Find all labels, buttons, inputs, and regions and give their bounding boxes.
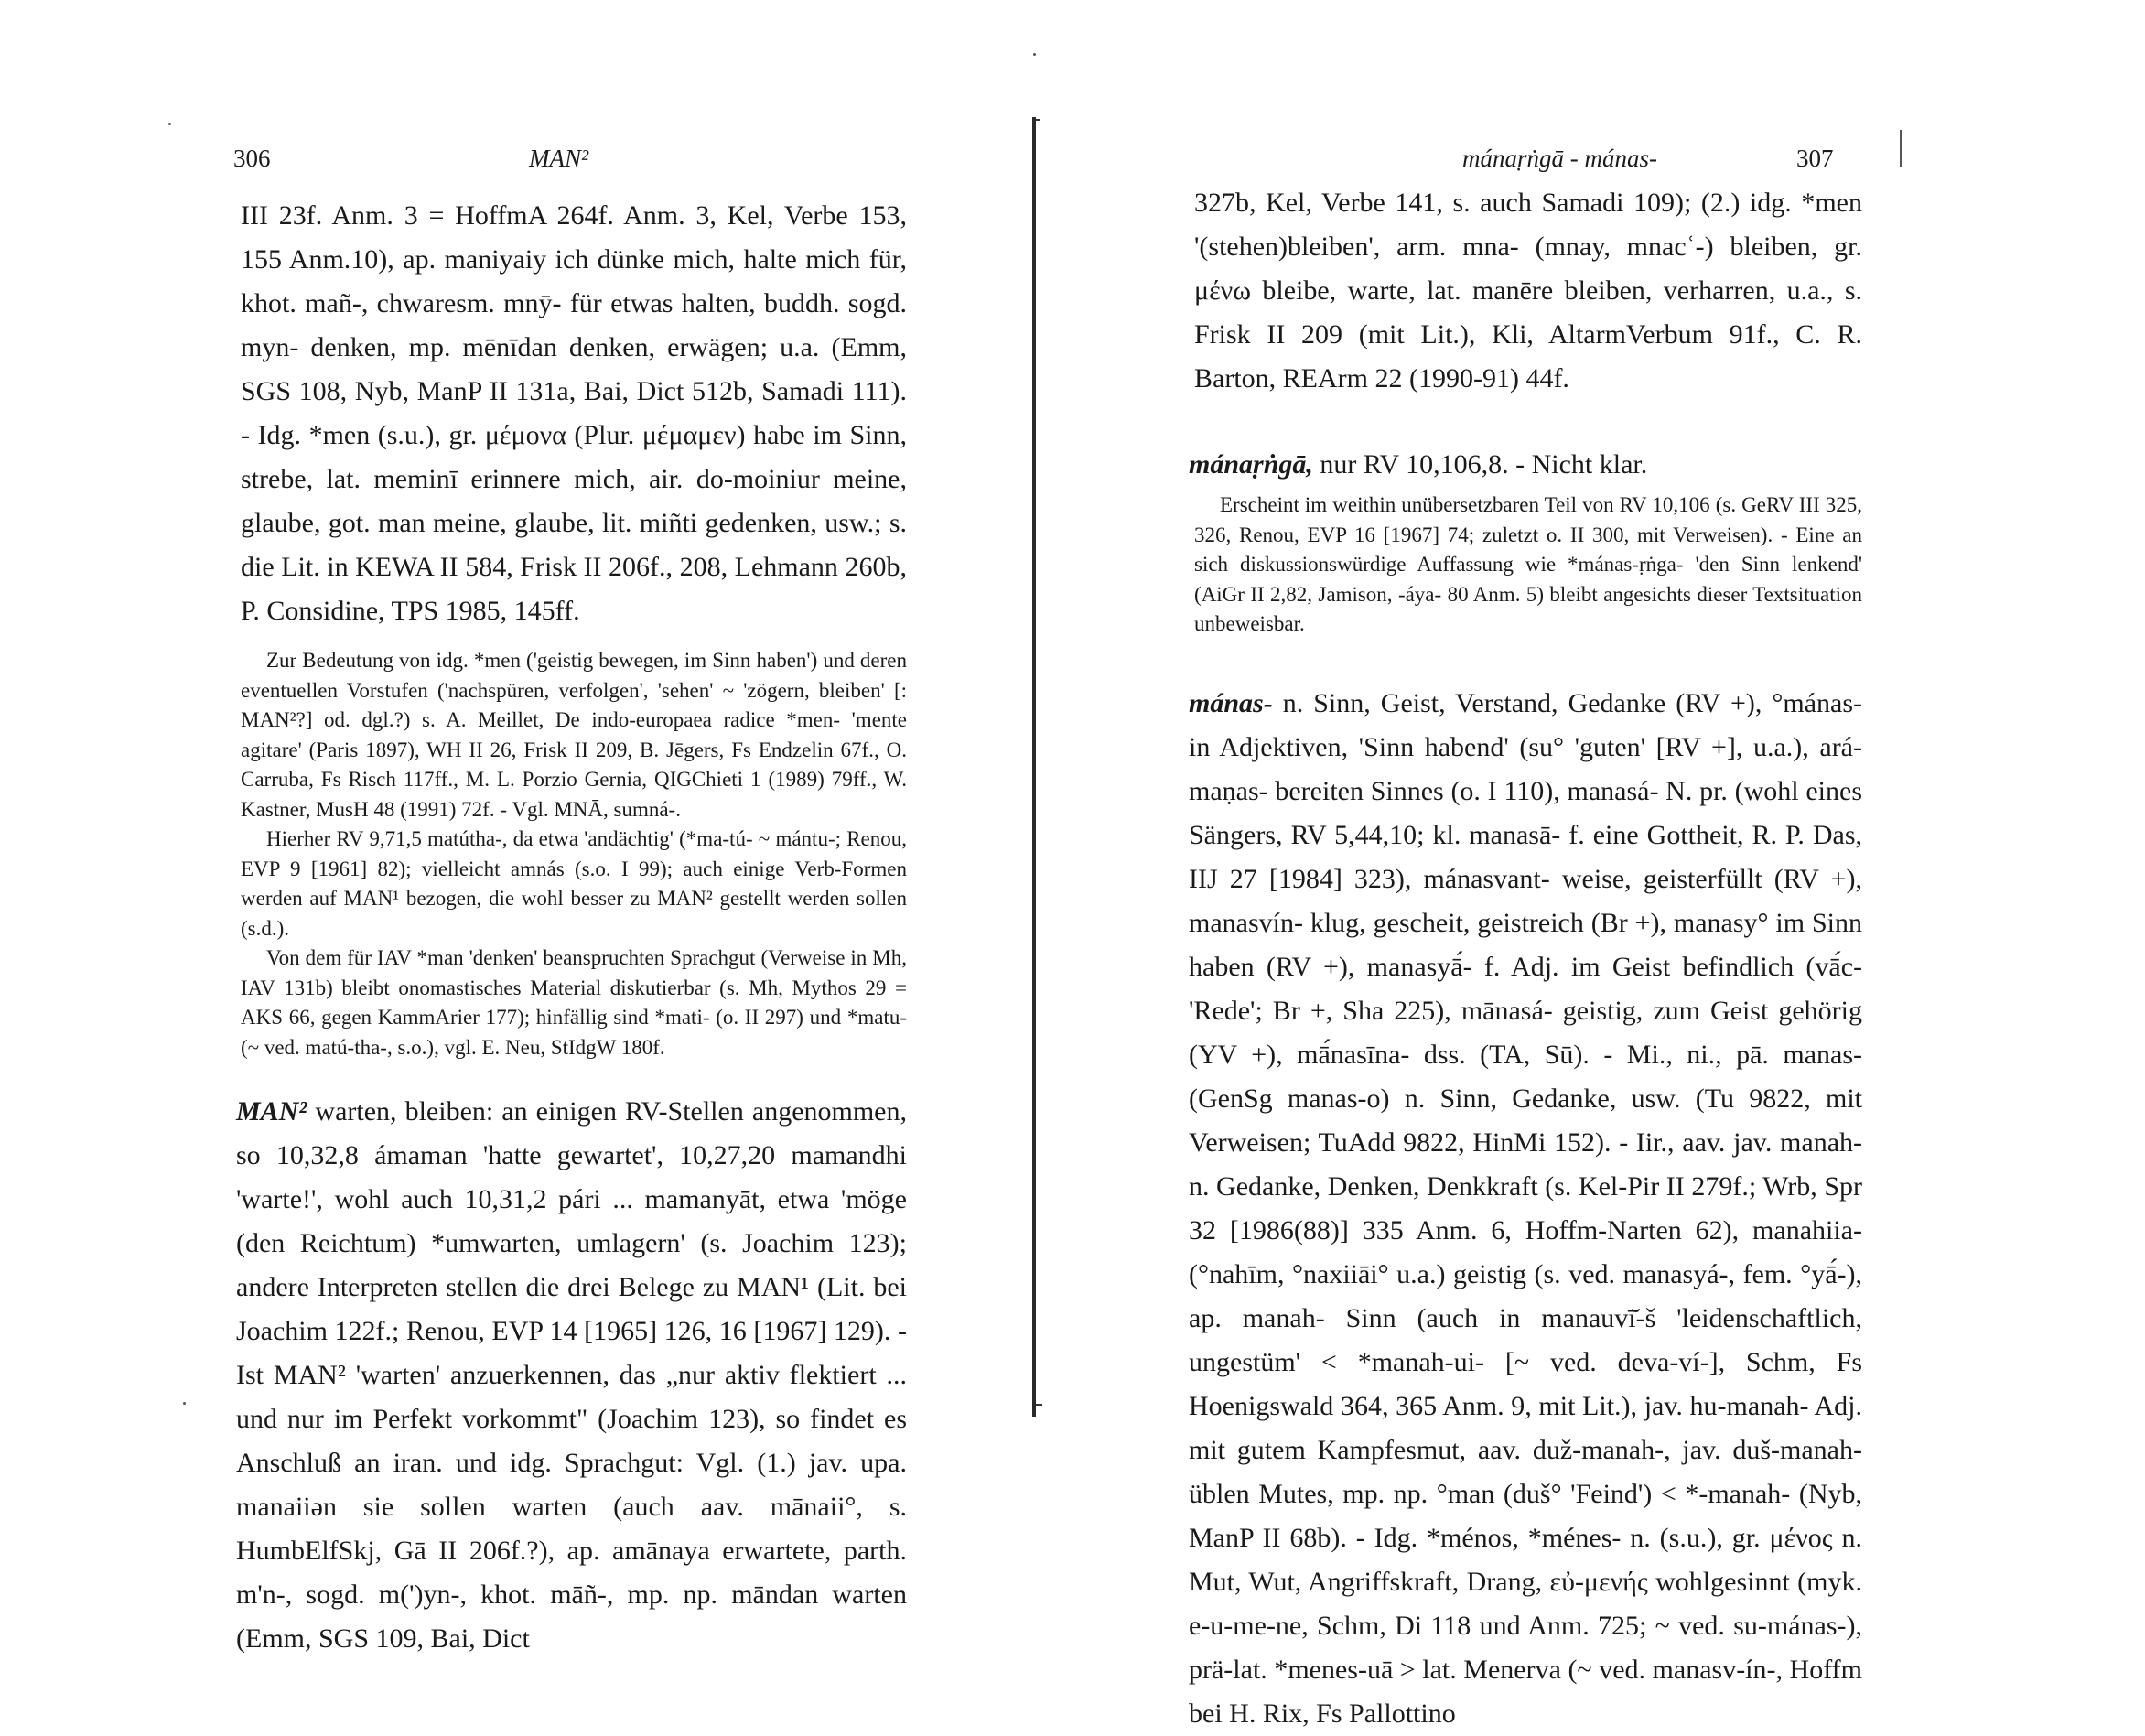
book-gutter — [1032, 117, 1036, 1417]
continuation-text: 327b, Kel, Verbe 141, s. auch Samadi 109); (2.) idg. *men '(stehen)bleiben', arm. mna- (mnay, mnacʿ-) bleiben, gr. μένω bleibe, warte, lat. manēre bleiben, verharren, u.a., s. Frisk II 209 (mit Lit.), Kli, AltarmVerbum 91f., C. R. Barton, REArm 22 (1990-91) 44f. — [1194, 188, 1862, 394]
entry-manas-lemma: mánas- — [1189, 687, 1273, 718]
right-page — [1043, 0, 2145, 1729]
right-column — [1189, 181, 1862, 1736]
entry-manas-text: n. Sinn, Geist, Verstand, Gedanke (RV +), °mánas- in Adjektiven, 'Sinn habend' (su° 'guten' [RV +], u.a.), ará-maṇas- bereiten Sinnes (o. I 110), manasá- N. pr. (wohl eines Sängers, RV 5,44,10; kl. manasā- f. eine Gottheit, R. P. Das, IIJ 27 [1984] 323), mánasvant- weise, geisterfüllt (RV +), manasvín- klug, gescheit, geistreich (Br +), manasy° im Sinn haben (RV +), manasyā́- f. Adj. im Geist befindlich (vā́c- 'Rede'; Br +, Sha 225), mānasá- geistig, zum Geist gehörig (YV +), mā́nasīna- dss. (TA, Sū). - Mi., ni., pā. manas- (GenSg manas-o) n. Sinn, Gedanke, usw. (Tu 9822, mit Verweisen; TuAdd 9822, HinMi 152). - Iir., aav. jav. manah- n. Gedanke, Denken, Denkkraft (s. Kel-Pir II 279f.; Wrb, Spr 32 [1986(88)] 335 Anm. 6, Hoffm-Narten 62), manahiia- (°nahīm, °naxiiāi° u.a.) geistig (s. ved. manasyá-, fem. °yā́-), ap. manah- Sinn (auch in manauvī̆-š 'leidenschaftlich, ungestüm' < *manah-ui- [~ ved. deva-ví-], Schm, Fs Hoenigswald 364, 365 Anm. 9, mit Lit.), jav. hu-manah- Adj. mit gutem Kampfesmut, aav. duž-manah-, jav. duš-manah- üblen Mutes, mp. np. °man (duš° 'Feind') < *-manah- (Nyb, ManP II 68b). - Idg. *ménos, *ménes- n. (s.u.), gr. μένος n. Mut, Wut, Angriffskraft, Drang, εὐ-μενής wohlgesinnt (myk. e-u-me-ne, Schm, Di 118 und Anm. 725; ~ ved. su-mánas-), prä-lat. *menes-uā > lat. Menerva (~ ved. manasv-ín-, Hoffm bei H. Rix, Fs Pallottino — [1189, 687, 1862, 1729]
scan-dot — [183, 1402, 186, 1405]
entry-manarnga — [1189, 443, 1862, 487]
left-main-text: III 23f. Anm. 3 = HoffmA 264f. Anm. 3, Kel, Verbe 153, 155 Anm.10), ap. maniyaiy ich dünke mich, halte mich für, khot. mañ-, chwaresm. mnȳ- für etwas halten, buddh. sogd. myn- denken, mp. mēnīdan denken, erwägen; u.a. (Emm, SGS 108, Nyb, ManP II 131a, Bai, Dict 512b, Samadi 111). - Idg. *men (s.u.), gr. μέμονα (Plur. μέμαμεν) habe im Sinn, strebe, lat. meminī erinnere mich, air. do-moiniur meine, glaube, got. man meine, glaube, lit. miñti gedenken, usw.; s. die Lit. in KEWA II 584, Frisk II 206f., 208, Lehmann 260b, P. Considine, TPS 1985, 145ff. — [241, 200, 907, 626]
gutter-tick — [1035, 119, 1040, 121]
entry-man2-lemma: MAN² — [236, 1096, 307, 1127]
scan-dot — [1033, 53, 1036, 56]
entry-manarnga-note: Erscheint im weithin unübersetzbaren Teil von RV 10,106 (s. GeRV III 325, 326, Renou, EVP 16 [1967] 74; zuletzt o. II 300, mit Verweisen). - Eine an sich diskussionswürdige Auffassung wie *mánas-ṛṅga- 'den Sinn lenkend' (AiGr II 2,82, Jamison, -áya- 80 Anm. 5) bleibt angesichts dieser Textsituation unbeweisbar. — [1194, 493, 1862, 635]
gutter-tick — [1035, 1404, 1042, 1406]
right-page-number: 307 — [1796, 145, 1834, 172]
entry-manas — [1189, 682, 1862, 1736]
entry-man2-text: warten, bleiben: an einigen RV-Stellen angenommen, so 10,32,8 ámaman 'hatte gewartet', 10,27,20 mamandhi 'warte!', wohl auch 10,31,2 pári ... mamanyāt, etwa 'möge (den Reichtum) *umwarten, umlagern' (s. Joachim 123); andere Interpreten stellen die drei Belege zu MAN¹ (Lit. bei Joachim 122f.; Renou, EVP 14 [1965] 126, 16 [1967] 129). - Ist MAN² 'warten' anzuerkennen, das „nur aktiv flektiert ... und nur im Perfekt vorkommt" (Joachim 123), so findet es Anschluß an iran. und idg. Sprachgut: Vgl. (1.) jav. upa. manaiiən sie sollen warten (auch aav. mānaii°, s. HumbElfSkj, Gā II 206f.?), ap. amānaya erwartete, parth. m'n-, sogd. m(')yn-, khot. māñ-, mp. np. māndan warten (Emm, SGS 109, Bai, Dict — [236, 1096, 907, 1654]
left-column — [236, 194, 907, 1661]
right-running-head: mánaṛṅgā - mánas- — [1462, 145, 1657, 172]
left-running-head: MAN² — [529, 145, 589, 172]
note-3: Von dem für IAV *man 'denken' beanspruchten Sprachgut (Verweise in Mh, IAV 131b) bleibt onomastisches Material diskutierbar (s. Mh, Mythos 29 = AKS 66, gegen KammArier 177); hinfällig sind *mati- (o. II 297) und *matu- (~ ved. matú-tha-, s.o.), vgl. E. Neu, StIdgW 180f. — [241, 946, 907, 1059]
left-page-number: 306 — [233, 145, 271, 172]
scan-dot — [168, 123, 171, 125]
entry-manarnga-lemma: mánaṛṅgā, — [1189, 449, 1313, 480]
left-notes — [241, 646, 907, 1062]
left-page — [0, 0, 1043, 1654]
note-1: Zur Bedeutung von idg. *men ('geistig bewegen, im Sinn haben') und deren eventuellen Vorstufen ('nachspüren, verfolgen', 'sehen' ~ 'zögern, bleiben' [: MAN²?] od. dgl.?) s. A. Meillet, De indo-europaea radice *men- 'mente agitare' (Paris 1897), WH II 26, Frisk II 209, B. Jēgers, Fs Endzelin 67f., O. Carruba, Fs Risch 117ff., M. L. Porzio Gernia, QIGChieti 1 (1989) 79ff., W. Kastner, MusH 48 (1991) 72f. - Vgl. MNĀ, sumná-. — [241, 649, 907, 821]
entry-manarnga-note-block — [1194, 491, 1862, 640]
note-2: Hierher RV 9,71,5 matútha-, da etwa 'andächtig' (*ma-tú- ~ mántu-; Renou, EVP 9 [1961] 82); vielleicht amnás (s.o. I 99); auch einige Verb-Formen werden auf MAN¹ bezogen, die wohl besser zu MAN² gestellt werden sollen (s.d.). — [241, 827, 907, 940]
entry-manarnga-text: nur RV 10,106,8. - Nicht klar. — [1320, 449, 1648, 480]
entry-man2 — [236, 1090, 907, 1661]
